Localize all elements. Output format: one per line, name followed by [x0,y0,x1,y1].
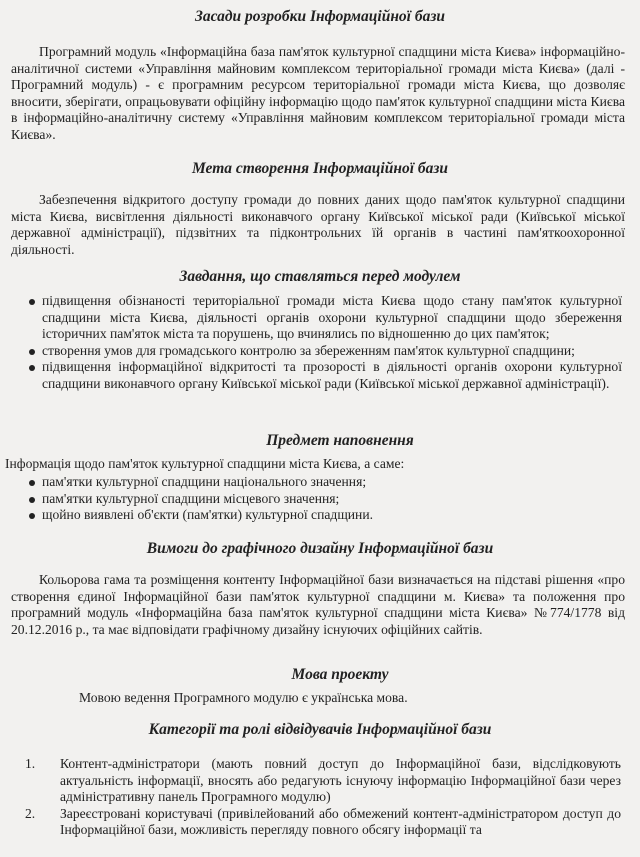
list-item [11,756,621,806]
heading-language: Мова проекту [291,666,389,683]
list-number: 2. [25,805,36,821]
list-item: щойно виявлені об'єкти (пам'ятки) культурної спадщини. [20,507,622,524]
heading-content-subject: Предмет наповнення [266,432,414,449]
paragraph-content-intro: Інформація щодо пам'яток культурної спадщини міста Києва, а саме: [5,456,405,471]
paragraph-language: Мовою ведення Програмного модулю є українська мова. [79,690,408,705]
heading-design-requirements: Вимоги до графічного дизайну Інформаційної бази [146,540,494,557]
heading-tasks: Завдання, що ставляться перед модулем [179,268,461,285]
list-item: підвищення інформаційної відкритості та прозорості в діяльності органів охорони культурної спадщини виконавчого органу Київської міської ради (Київської міської державної адміністрації). [20,359,622,392]
list-item: пам'ятки культурної спадщини місцевого значення; [20,491,622,508]
list-item: пам'ятки культурної спадщини національного значення; [20,474,622,491]
paragraph-principles: Програмний модуль «Інформаційна база пам'яток культурної спадщини міста Києва» інформаційно-аналітичної системи «Управління майновим комплексом територіальної громади міста Києва» (далі - Програмний модуль) - є програмним ресурсом територіальної громади міста Києва, що дозволяє вносити, зберігати, опрацьовувати офіційну інформацію щодо пам'яток культурної спадщини міста Києва в інформаційно-аналітичну систему «Управління майновим комплексом територіальної громади міста Києва». [11,44,625,142]
visitor-roles-list [11,756,621,839]
list-item: створення умов для громадського контролю за збереженням пам'яток культурної спадщини; [20,343,622,360]
list-number: 1. [25,756,36,771]
paragraph-design-requirements: Кольорова гама та розміщення контенту Інформаційної бази визначається на підставі рішення «про створення єдиної Інформаційної бази пам'яток культурної спадщини м. Києва» та положення про програмний модуль «Інформаційна база пам'яток культурної спадщини міста Києва» №774/1778 від 20.12.2016 р., та має відповідати графічному дизайну існуючих офіційних сайтів. [11,572,625,637]
tasks-list [20,293,622,393]
paragraph-purpose: Забезпечення відкритого доступу громади до повних даних щодо пам'яток культурної спадщини міста Києва, висвітлення діяльності виконавчого органу Київської міської ради (Київської міської державної адміністрації), підзвітних та підконтрольних їй органів в частині пам'яткоохоронної діяльності. [11,192,625,257]
list-item [11,806,621,839]
list-item-text: Контент-адміністратори (мають повний доступ до Інформаційної бази, відслідковують актуальність інформації, вносять або редагують існуючу інформацію Інформаційної бази через адміністративну панель Програмного модулю) [60,756,621,805]
content-list [20,474,622,524]
heading-purpose: Мета створення Інформаційної бази [191,160,449,177]
list-item-text: Зареєстровані користувачі (привілейований або обмежений контент-адміністратором доступ до Інформаційної бази, можливість перегляду повного обсягу інформації та [60,805,621,838]
list-item: підвищення обізнаності територіальної громади міста Києва щодо стану пам'яток культурної спадщини міста Києва, діяльності органів охорони культурної спадщини щодо збереження історичних пам'яток міста та порушень, що вчинялись по відношенню до цих пам'яток; [20,293,622,343]
heading-principles: Засади розробки Інформаційної бази [194,8,446,25]
heading-visitor-roles: Категорії та ролі відвідувачів Інформаційної бази [148,721,492,738]
